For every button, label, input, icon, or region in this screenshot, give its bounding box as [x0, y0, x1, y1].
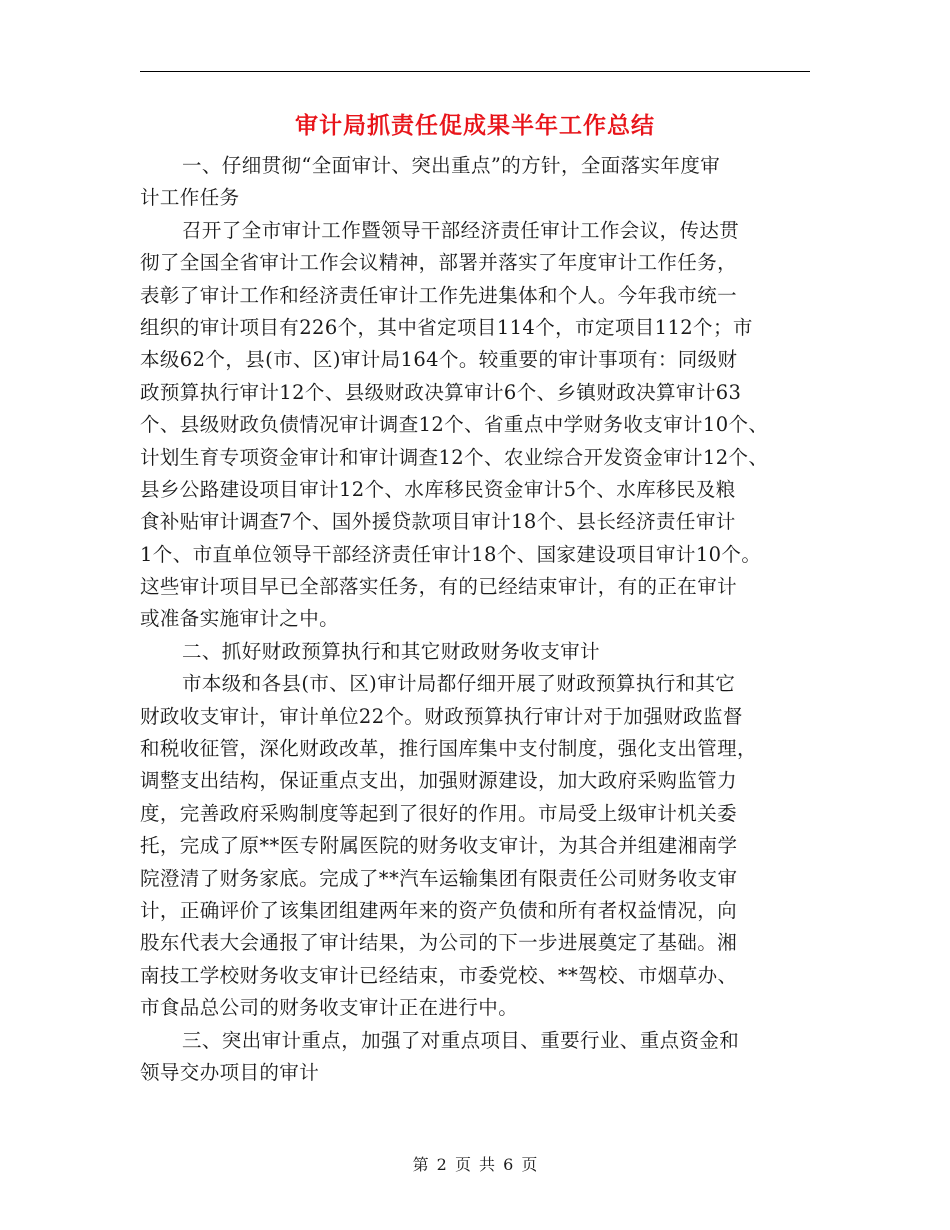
document-body: [140, 150, 830, 1089]
body-text-line: 政预算执行审计12个、县级财政决算审计6个、乡镇财政决算审计63: [140, 380, 742, 404]
body-text-line: 计，正确评价了该集团组建两年来的资产负债和所有者权益情况，向: [140, 898, 738, 922]
page-indicator: 第 2 页 共 6 页: [412, 1155, 538, 1174]
body-text-line: 彻了全国全省审计工作会议精神，部署并落实了年度审计工作任务，: [140, 251, 738, 275]
body-text-line: 调整支出结构，保证重点支出，加强财源建设，加大政府采购监管力: [140, 769, 738, 793]
header-rule: [140, 71, 810, 72]
body-text-line: 市本级和各县(市、区)审计局都仔细开展了财政预算执行和其它: [182, 672, 736, 696]
document-title: 审计局抓责任促成果半年工作总结: [295, 112, 655, 139]
body-text-line: 市食品总公司的财务收支审计正在进行中。: [140, 996, 519, 1020]
body-text-line: 南技工学校财务收支审计已经结束，市委党校、**驾校、市烟草办、: [140, 963, 738, 987]
body-text-line: 组织的审计项目有226个，其中省定项目114个，市定项目112个；市: [140, 315, 753, 339]
body-text-line: 三、突出审计重点，加强了对重点项目、重要行业、重点资金和: [182, 1028, 740, 1052]
body-text-line: 领导交办项目的审计: [140, 1060, 320, 1084]
body-text-line: 和税收征管，深化财政改革，推行国库集中支付制度，强化支出管理，: [140, 737, 757, 761]
body-text-line: 县乡公路建设项目审计12个、水库移民资金审计5个、水库移民及粮: [140, 477, 736, 501]
body-text-line: 托，完成了原**医专附属医院的财务收支审计，为其合并组建湘南学: [140, 834, 738, 858]
body-text-line: 一、仔细贯彻“全面审计、突出重点”的方针，全面落实年度审: [182, 154, 721, 177]
body-text-line: 或准备实施审计之中。: [140, 607, 340, 631]
body-text-line: 本级62个，县(市、区)审计局164个。较重要的审计事项有：同级财: [140, 348, 738, 372]
body-text-line: 食补贴审计调查7个、国外援贷款项目审计18个、县长经济责任审计: [140, 510, 736, 534]
body-text-line: 度，完善政府采购制度等起到了很好的作用。市局受上级审计机关委: [140, 801, 738, 825]
body-text-line: 计划生育专项资金审计和审计调查12个、农业综合开发资金审计12个、: [140, 445, 769, 469]
body-text-line: 院澄清了财务家底。完成了**汽车运输集团有限责任公司财务收支审: [140, 866, 738, 890]
body-text-line: 这些审计项目早已全部落实任务，有的已经结束审计，有的正在审计: [140, 575, 738, 599]
body-text-line: 计工作任务: [140, 186, 240, 210]
body-text-line: 财政收支审计，审计单位22个。财政预算执行审计对于加强财政监督: [140, 704, 743, 728]
body-text-line: 二、抓好财政预算执行和其它财政财务收支审计: [182, 639, 600, 663]
body-text-line: 表彰了审计工作和经济责任审计工作先进集体和个人。今年我市统一: [140, 283, 738, 307]
body-text-line: 1个、市直单位领导干部经济责任审计18个、国家建设项目审计10个。: [140, 542, 762, 566]
body-text-line: 个、县级财政负债情况审计调查12个、省重点中学财务收支审计10个、: [140, 413, 769, 437]
body-text-line: 股东代表大会通报了审计结果，为公司的下一步进展奠定了基础。湘: [140, 931, 738, 955]
body-text-line: 召开了全市审计工作暨领导干部经济责任审计工作会议，传达贯: [182, 218, 740, 242]
